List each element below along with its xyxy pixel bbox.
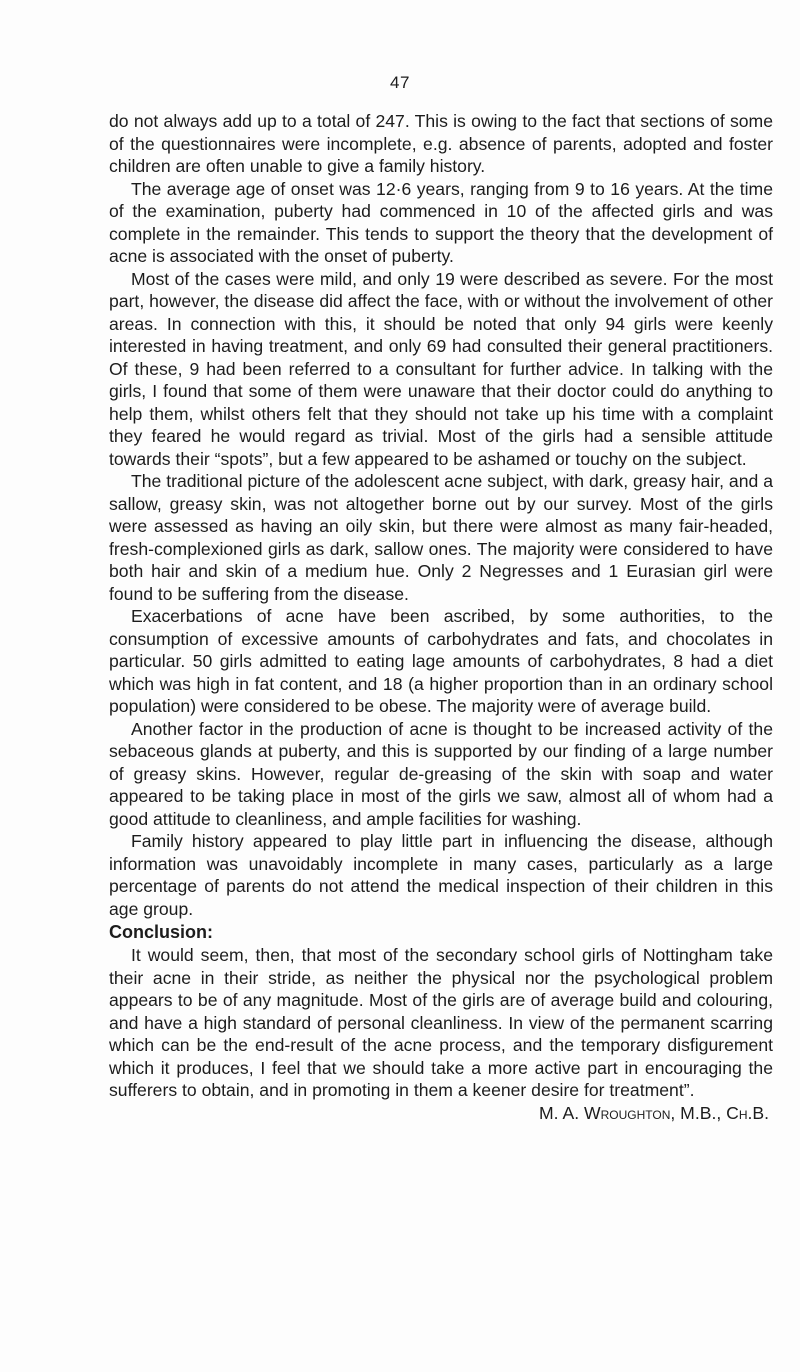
paragraph: Another factor in the production of acne is thought to be increased activity of the sebaceous glands at puberty, and this is supported by our finding of a large number of greasy skins. However, regular de-greasing of the skin with soap and water appeared to be taking place in most of the girls we saw, almost all of whom had a good attitude to cleanliness, and ample facilities for washing. (109, 718, 773, 829)
paragraph: Family history appeared to play little part in influencing the disease, although information was unavoidably incomplete in many cases, particularly as a large percentage of parents do not attend the medical inspection of their children in this age group. (109, 831, 773, 919)
conclusion-paragraph: It would seem, then, that most of the secondary school girls of Nottingham take their acne in their stride, as neither the physical nor the psychological problem appears to be of any magnitude. Most of the girls are of average build and colouring, and have a high standard of personal cleanliness. In view of the permanent scarring which can be the end-result of the acne process, and the temporary disfigurement which it produces, I feel that we should take a more active part in encouraging the sufferers to obtain, and in promoting in them a keener desire for treatment”. (109, 945, 773, 1100)
paragraph: Most of the cases were mild, and only 19 were described as severe. For the most part, however, the disease did affect the face, with or without the involvement of other areas. In connection with this, it should be noted that only 94 girls were keenly interested in having treatment, and only 69 had consulted their general practitioners. Of these, 9 had been referred to a consultant for further advice. In talking with the girls, I found that some of them were unaware that their doctor could do anything to help them, whilst others felt that they should not take up his time with a complaint they feared he would regard as trivial. Most of the girls had a sensible attitude towards their “spots”, but a few appeared to be ashamed or touchy on the subject. (109, 268, 773, 469)
page-number: 47 (390, 73, 410, 92)
body-text (109, 110, 773, 1124)
paragraph: The average age of onset was 12·6 years, ranging from 9 to 16 years. At the time of the examination, puberty had commenced in 10 of the affected girls and was complete in the remainder. This tends to support the theory that the development of acne is associated with the onset of puberty. (109, 178, 773, 266)
paragraph: The traditional picture of the adolescent acne subject, with dark, greasy hair, and a sallow, greasy skin, was not altogether borne out by our survey. Most of the girls were assessed as having an oily skin, but there were almost as many fair-headed, fresh-complexioned girls as dark, sallow ones. The majority were considered to have both hair and skin of a medium hue. Only 2 Negresses and 1 Eurasian girl were found to be suffering from the disease. (109, 471, 773, 604)
author-signature: M. A. Wroughton, M.B., Ch.B. (539, 1102, 769, 1123)
paragraph: Exacerbations of acne have been ascribed, by some authorities, to the consumption of excessive amounts of carbohydrates and fats, and chocolates in particular. 50 girls admitted to eating lage amounts of carbohydrates, 8 had a diet which was high in fat content, and 18 (a higher proportion than in an ordinary school population) were considered to be obese. The majority were of average build. (109, 606, 773, 716)
conclusion-heading: Conclusion: (109, 922, 213, 942)
paragraph: do not always add up to a total of 247. This is owing to the fact that sections of some of the questionnaires were incomplete, e.g. absence of parents, adopted and foster children are often unable to give a family history. (109, 111, 773, 176)
